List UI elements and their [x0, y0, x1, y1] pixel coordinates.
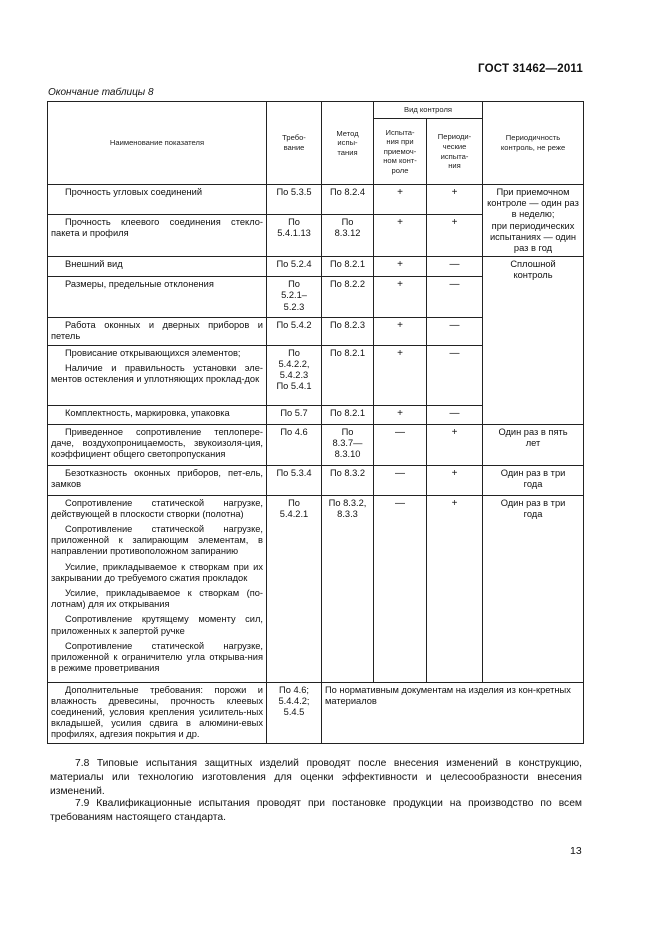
cell-acceptance: [374, 495, 427, 682]
indicator-text: Размеры, предельные отклонения: [65, 279, 214, 290]
acceptance-mark: —: [395, 497, 405, 509]
paragraph-7-9: 7.9 Квалификационные испытания проводят при постановке продукции на производство по всем требованиям настоящего стандарта.: [50, 798, 582, 824]
header-control-type: Вид контроля: [374, 102, 483, 119]
cell-method: По 8.2.4: [322, 185, 374, 215]
cell-acceptance: [374, 318, 427, 345]
cell-indicator: [48, 405, 267, 424]
cell-indicator: [48, 345, 267, 405]
cell-indicator: [48, 424, 267, 465]
cell-periodic: [427, 257, 483, 277]
cell-requirement: По 4.6; 5.4.4.2; 5.4.5: [267, 682, 322, 743]
standard-designation: ГОСТ 31462—2011: [478, 63, 583, 75]
periodic-mark: +: [451, 467, 458, 479]
acceptance-mark: +: [397, 407, 403, 419]
header-periodic: Периоди- ческие испыта- ния: [427, 119, 483, 185]
header-frequency: Периодичность контроль, не реже: [483, 102, 584, 185]
table-row: [48, 495, 584, 682]
test-table: [47, 101, 584, 744]
cell-acceptance: [374, 465, 427, 495]
indicator-text: Приведенное сопротивление теплопере-даче, воздухопроницаемость, звукоизоля-ция, коэффициент общего светопропускания: [51, 426, 263, 460]
periodic-mark: —: [449, 347, 460, 359]
cell-acceptance: [374, 345, 427, 405]
cell-indicator: [48, 215, 267, 257]
indicator-text: Безотказность оконных приборов, пет-ель, замков: [51, 467, 263, 489]
cell-requirement: По 5.7: [267, 405, 322, 424]
cell-requirement: По 5.4.2.1: [267, 495, 322, 682]
indicator-text: Сопротивление статической нагрузке, приложенной к запирающим элементам, в направлении противоположном запиранию: [51, 524, 263, 557]
periodic-mark: —: [449, 259, 460, 271]
acceptance-mark: +: [397, 347, 403, 359]
cell-periodic: [427, 495, 483, 682]
cell-acceptance: [374, 424, 427, 465]
paragraph-7-8: 7.8 Типовые испытания защитных изделий проводят после внесения изменений в конструкцию, материалы или технологию изготовления для оценки эффективности и целесообразности внесения изменений.: [50, 758, 582, 798]
cell-periodic: [427, 405, 483, 424]
cell-acceptance: [374, 185, 427, 215]
cell-requirement: По 5.3.4: [267, 465, 322, 495]
periodic-mark: —: [449, 320, 460, 332]
cell-indicator: [48, 495, 267, 682]
table-row: [48, 185, 584, 215]
cell-requirement: По 5.4.2: [267, 318, 322, 345]
indicator-text: Комплектность, маркировка, упаковка: [65, 407, 230, 418]
indicator-text: Сопротивление статической нагрузке, приложенной к ограничителю угла открыва-ния в режиме проветривания: [51, 640, 263, 674]
cell-periodic: [427, 465, 483, 495]
indicator-text: Усилие, прикладываемое к створкам при их закрывании до требуемого сжатия прокладок: [51, 561, 263, 583]
cell-acceptance: [374, 215, 427, 257]
periodic-mark: —: [449, 407, 460, 419]
periodic-mark: +: [451, 217, 458, 229]
acceptance-mark: —: [395, 426, 405, 438]
cell-method: По 8.3.2: [322, 465, 374, 495]
table-caption: Окончание таблицы 8: [48, 87, 154, 98]
indicator-text: Наличие и правильность установки эле-ментов остекления и уплотняющих проклад-док: [51, 362, 263, 385]
cell-method: По 8.2.1: [322, 405, 374, 424]
cell-indicator: [48, 277, 267, 318]
cell-periodic: [427, 215, 483, 257]
table-row: [48, 424, 584, 465]
cell-acceptance: [374, 277, 427, 318]
acceptance-mark: +: [397, 217, 403, 229]
cell-requirement: По 5.2.1– 5.2.3: [267, 277, 322, 318]
cell-indicator: [48, 682, 267, 743]
cell-requirement: По 5.4.1.13: [267, 215, 322, 257]
page-number: 13: [570, 845, 582, 857]
indicator-text: Прочность угловых соединений: [65, 187, 203, 197]
cell-indicator: [48, 257, 267, 277]
cell-frequency: Один раз в пять лет: [483, 424, 584, 465]
table-row: [48, 682, 584, 743]
acceptance-mark: —: [395, 467, 405, 479]
table-row: [48, 257, 584, 277]
cell-method: По 8.2.1: [322, 257, 374, 277]
cell-periodic: [427, 345, 483, 405]
cell-requirement: По 5.4.2.2, 5.4.2.3 По 5.4.1: [267, 345, 322, 405]
cell-method: По 8.2.3: [322, 318, 374, 345]
indicator-text: Работа оконных и дверных приборов и петель: [51, 320, 263, 342]
cell-note: По нормативным документам на изделия из кон-кретных материалов: [322, 682, 584, 743]
cell-frequency: Один раз в три года: [483, 495, 584, 682]
header-requirement: Требо- вание: [267, 102, 322, 185]
header-indicator: Наименование показателя: [48, 102, 267, 185]
cell-method: По 8.2.2: [322, 277, 374, 318]
indicator-text: Сопротивление крутящему моменту сил, приложенных к запертой ручке: [51, 614, 263, 636]
periodic-mark: +: [451, 187, 458, 198]
cell-periodic: [427, 185, 483, 215]
cell-indicator: [48, 465, 267, 495]
cell-periodic: [427, 277, 483, 318]
cell-method: По 8.3.7— 8.3.10: [322, 424, 374, 465]
indicator-text: Сопротивление статической нагрузке, действующей в плоскости створки (полотна): [51, 497, 263, 519]
cell-periodic: [427, 424, 483, 465]
acceptance-mark: +: [397, 187, 403, 198]
cell-acceptance: [374, 405, 427, 424]
indicator-text: Провисание открывающихся элементов;: [65, 347, 241, 358]
header-method: Метод испы- тания: [322, 102, 374, 185]
cell-requirement: По 4.6: [267, 424, 322, 465]
indicator-text: Прочность клеевого соединения стекло-пакета и профиля: [51, 217, 263, 239]
cell-method: По 8.3.12: [322, 215, 374, 257]
cell-indicator: [48, 185, 267, 215]
cell-requirement: По 5.3.5: [267, 185, 322, 215]
indicator-text: Внешний вид: [65, 259, 123, 270]
cell-indicator: [48, 318, 267, 345]
acceptance-mark: +: [397, 320, 403, 332]
periodic-mark: +: [451, 426, 458, 438]
cell-acceptance: [374, 257, 427, 277]
indicator-text: Дополнительные требования: порожи и влажность древесины, прочность клеевых соединений, условия крепления усилитель-ных вкладышей, усилия сдвига в алюмини-евых профилях, адгезия покрытия и др.: [51, 684, 263, 740]
cell-method: По 8.2.1: [322, 345, 374, 405]
cell-requirement: По 5.2.4: [267, 257, 322, 277]
cell-frequency: Один раз в три года: [483, 465, 584, 495]
table-row: [48, 465, 584, 495]
cell-method: По 8.3.2, 8.3.3: [322, 495, 374, 682]
periodic-mark: +: [451, 497, 458, 509]
header-acceptance: Испыта- ния при приемоч- ном конт- роле: [374, 119, 427, 185]
acceptance-mark: +: [397, 279, 403, 291]
acceptance-mark: +: [397, 259, 403, 271]
cell-frequency: Сплошной контроль: [483, 257, 584, 424]
indicator-text: Усилие, прикладываемое к створкам (по-лотнам) для их открывания: [51, 588, 263, 610]
periodic-mark: —: [449, 279, 460, 291]
cell-periodic: [427, 318, 483, 345]
cell-frequency: При приемочном контроле — один раз в неделю; при периодических испытаниях — один раз в год: [483, 185, 584, 257]
